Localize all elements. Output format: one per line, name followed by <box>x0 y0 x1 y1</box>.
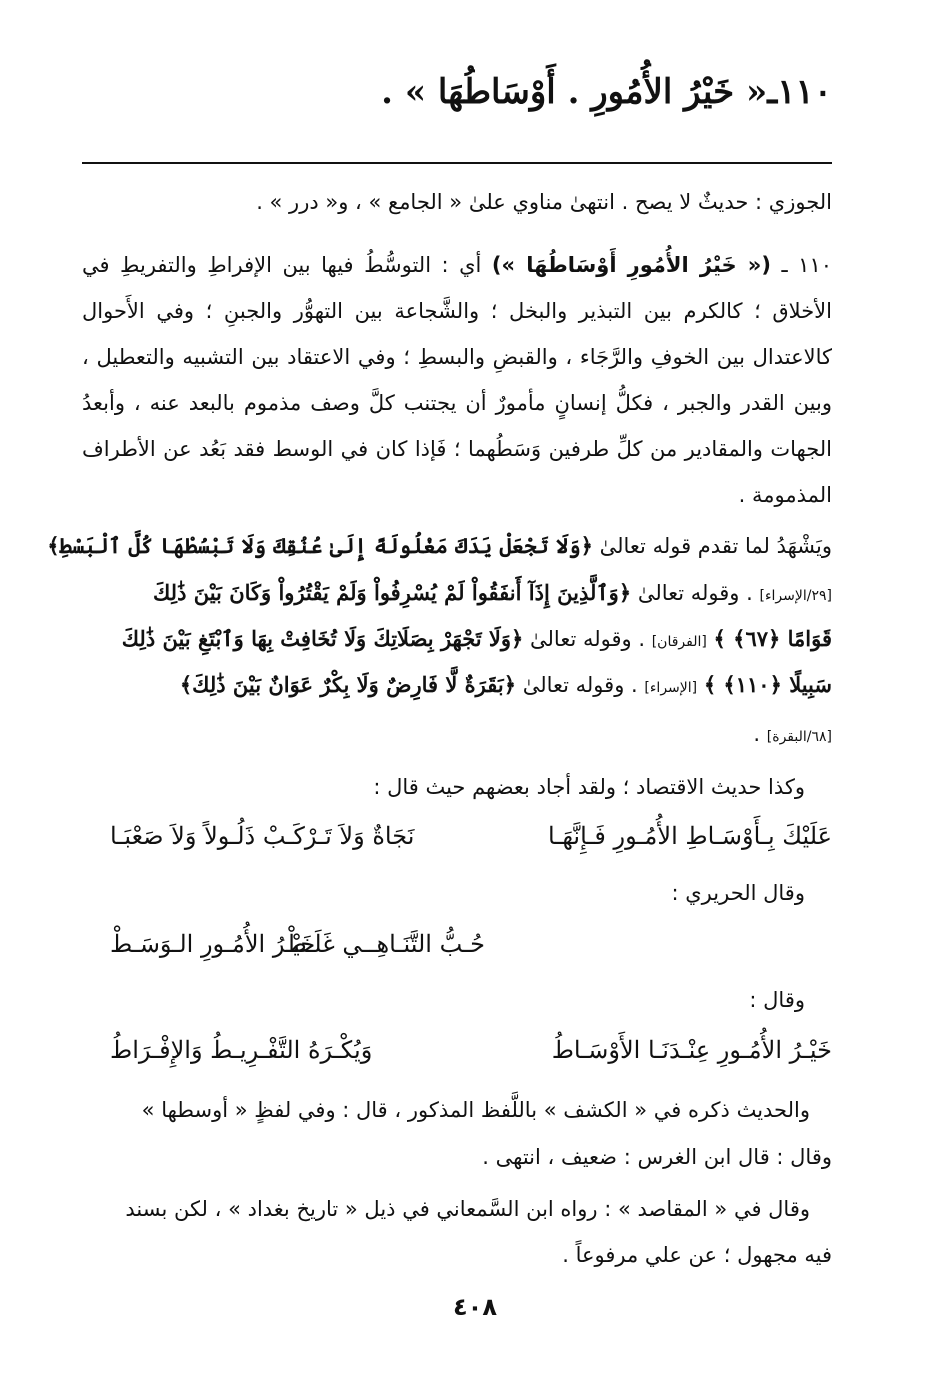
verse-furqan-67: ﴿وَٱلَّذِينَ إِذَآ أَنفَقُواْ لَمْ يُسْرِفُواْ وَلَمْ يَقْتُرُواْ وَكَانَ بَيْنَ ذَٰلِكَ <box>152 580 632 605</box>
poem1-hemistich-a: عَلَيْكَ بِـأَوْسَـاطِ الأُمُـورِ فَـإِنَّهَـا <box>547 822 832 850</box>
previous-entry-note: الجوزي : حديثٌ لا يصح . انتهىٰ مناوي علىٰ « الجامع » ، و« درر » . <box>256 190 832 214</box>
entry-heading: ١١٠ـ« خَيْرُ الأُمُورِ . أَوْسَاطُهَا » . <box>381 72 832 112</box>
surah-ref: [الفرقان] <box>651 634 707 650</box>
quran-line-3 <box>82 626 832 651</box>
poem3-hemistich-b: وَيُكْـرَهُ التَّفْـرِيـطُ وَالإِفْـرَاطُ <box>110 1036 373 1064</box>
verse-end: سَبِيلًا ﴿١١٠﴾ ﴾ <box>703 672 832 697</box>
entry-explanation <box>82 242 832 518</box>
hadith-quote: (« خَيْرُ الأُمُورِ أَوْسَاطُهَا ») <box>491 253 771 277</box>
surah-ref: [٦٨/البقرة] <box>766 729 832 745</box>
intro-text: ويَشْهَدُ لما تقدم قوله تعالىٰ <box>599 534 832 558</box>
period: . <box>753 722 761 746</box>
entry-number: ١١٠ ـ <box>781 253 833 277</box>
connector-text: . وقوله تعالىٰ <box>530 627 646 651</box>
verse-baqarah-68: ﴿بَقَرَةٌ لَّا فَارِضٌ وَلَا بِكْرٌ عَوَانٌ بَيْنَ ذَٰلِكَ﴾ <box>179 672 517 697</box>
connector-text: . وقوله تعالىٰ <box>637 581 753 605</box>
poem2-hemistich-a: حُـبُّ التَّنَـاهِــي غَلَـطْ <box>284 930 485 958</box>
verse-end: قَوَامًا ﴿٦٧﴾ ﴾ <box>713 626 832 651</box>
surah-ref: [٢٩/الإسراء] <box>759 588 832 604</box>
verse-isra-110: ﴿وَلَا تَجْهَرْ بِصَلَاتِكَ وَلَا تُخَافِتْ بِهَا وَٱبْتَغِ بَيْنَ ذَٰلِكَ <box>121 626 524 651</box>
surah-ref: [الإسراء] <box>644 680 698 696</box>
page-number: ٤٠٨ <box>453 1293 497 1321</box>
heading-divider <box>82 162 832 164</box>
poem3-intro: وقال : <box>749 988 805 1012</box>
poem2-hemistich-b: خَيْـرُ الأُمُـورِ الـوَسَـطْ <box>110 930 316 958</box>
closing-line-3: وقال في « المقاصد » : رواه ابن السَّمعاني في ذيل « تاريخ بغداد » ، لكن بسند <box>125 1197 810 1221</box>
quran-line-2 <box>82 580 832 605</box>
verse-isra-29: ﴿وَلَا تَجْعَلْ يَدَكَ مَغْلُولَةً إِلَىٰ عُنُقِكَ وَلَا تَبْسُطْهَا كُلَّ ٱلْبَسْطِ﴾ <box>47 533 593 558</box>
closing-line-1: والحديث ذكره في « الكشف » باللَّفظ المذكور ، قال : وفي لفظٍ « أوسطها » <box>141 1098 810 1122</box>
quran-line-5 <box>82 722 832 746</box>
connector-text: . وقوله تعالىٰ <box>522 673 638 697</box>
poem3-hemistich-a: خَيْـرُ الأُمُـورِ عِنْـدَنَـا الأَوْسَـاطُ <box>551 1036 832 1064</box>
quran-line-4 <box>82 672 832 697</box>
poem1-hemistich-b: نَجَاةٌ وَلاَ تَـرْكَـبْ ذَلُـولاً وَلاَ صَعْبَـا <box>110 822 415 850</box>
poem1-intro: وكذا حديث الاقتصاد ؛ ولقد أجاد بعضهم حيث قال : <box>373 775 805 799</box>
closing-line-4: فيه مجهول ؛ عن علي مرفوعاً . <box>562 1243 832 1267</box>
closing-line-2: وقال : قال ابن الغرس : ضعيف ، انتهى . <box>482 1145 832 1169</box>
explanation-text: أي : التوسُّطُ فيها بين الإفراطِ والتفريطِ في الأخلاق ؛ كالكرم بين التبذير والبخل ؛ والشَّجاعة بين التهوُّر والجبنِ ؛ وفي الأَحوال كالاعتدال بين الخوفِ والرَّجَاء ، والقبضِ والبسطِ ؛ وفي الاعتقاد بين التشبيه والتعطيل ، وبين القدر والجبر ، فكلُّ إنسانٍ مأمورٌ أن يجتنب كلَّ وصف مذموم بالبعد عنه ، وأبعدُ الجهات والمقادير من كلِّ طرفين وَسَطُهما ؛ فَإذا كان في الوسط فقد بَعُد عن الأطراف المذمومة . <box>82 253 832 507</box>
poem2-intro: وقال الحريري : <box>671 881 805 905</box>
quran-line-1 <box>47 533 832 558</box>
